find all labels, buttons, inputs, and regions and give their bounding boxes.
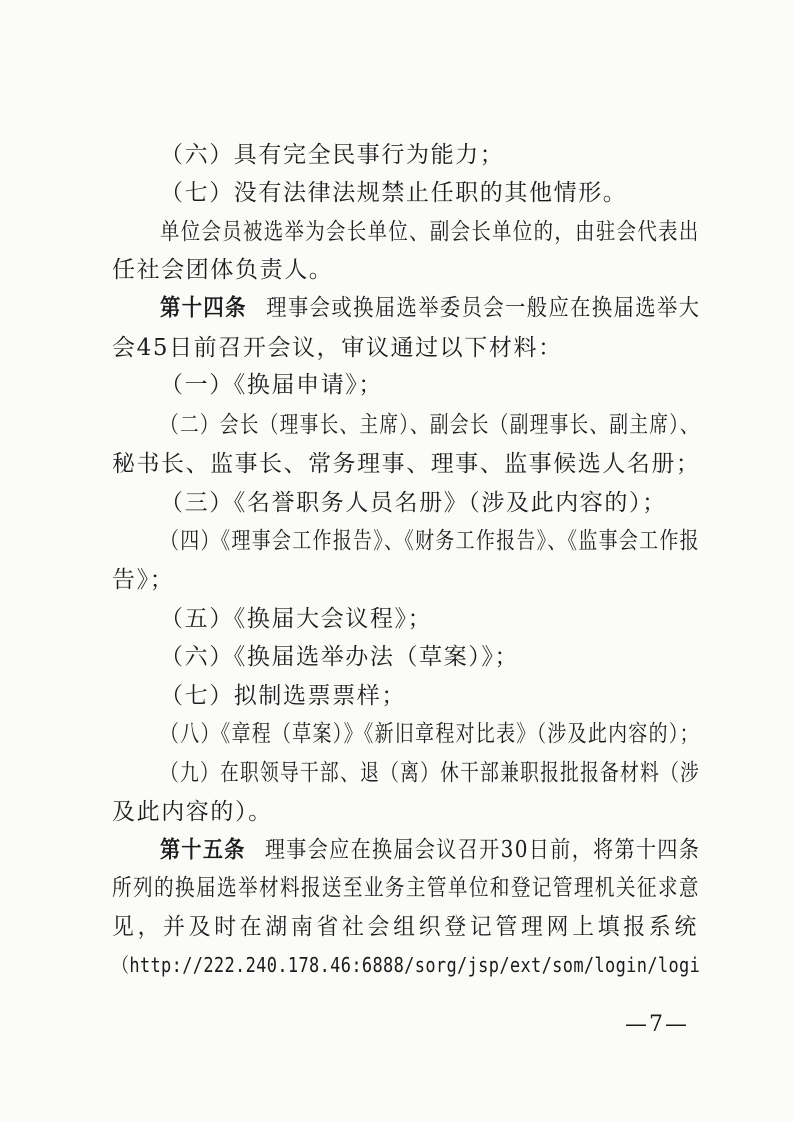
material-8: （八）《章程（草案）》《新旧章程对比表》（涉及此内容的）；	[160, 721, 700, 747]
paragraph-unit-member-line-2: 任社会团体负责人。	[112, 257, 334, 283]
material-2-line-1: （二）会长（理事长、主席）、副会长（副理事长、副主席）、	[160, 412, 700, 438]
item-7-no-prohibition: （七）没有法律法规禁止任职的其他情形。	[160, 180, 628, 206]
item-6-full-capacity: （六）具有完全民事行为能力；	[160, 142, 505, 168]
article-15-line-3: 见，并及时在湖南省社会组织登记管理网上填报系统	[112, 914, 701, 940]
material-2-line-2: 秘书长、监事长、常务理事、理事、监事候选人名册；	[112, 451, 701, 477]
paragraph-unit-member-line-1: 单位会员被选举为会长单位、副会长单位的，由驻会代表出	[160, 219, 700, 245]
article-14-text: 理事会或换届选举委员会一般应在换届选举大	[266, 295, 701, 321]
article-14-heading: 第十四条	[160, 294, 247, 321]
material-9-line-1: （九）在职领导干部、退（离）休干部兼职报批报备材料（涉	[160, 760, 701, 786]
article-15-system-url: （http://222.240.178.46:6888/sorg/jsp/ext/som/login/logi	[112, 953, 701, 977]
article-15-line-2: 所列的换届选举材料报送至业务主管单位和登记管理机关征求意	[112, 875, 700, 901]
article-15-line-1	[160, 835, 700, 865]
page-number: —7—	[625, 1012, 689, 1037]
material-6: （六）《换届选举办法（草案）》；	[160, 644, 520, 670]
material-4-line-2: 告》；	[112, 567, 175, 593]
article-14-line-1	[160, 293, 700, 323]
material-7: （七）拟制选票票样；	[160, 683, 406, 709]
article-15-heading: 第十五条	[160, 836, 246, 863]
article-15-text: 理事会应在换届会议召开30日前，将第十四条	[264, 837, 701, 863]
article-14-line-2: 会45日前召开会议，审议通过以下材料：	[112, 335, 563, 361]
material-4-line-1: （四）《理事会工作报告》、《财务工作报告》、《监事会工作报	[160, 528, 700, 554]
material-5: （五）《换届大会议程》；	[160, 606, 433, 632]
material-1: （一）《换届申请》；	[160, 372, 383, 398]
material-3: （三）《名誉职务人员名册》（涉及此内容的）；	[160, 490, 667, 516]
material-9-line-2: 及此内容的）。	[112, 799, 273, 825]
